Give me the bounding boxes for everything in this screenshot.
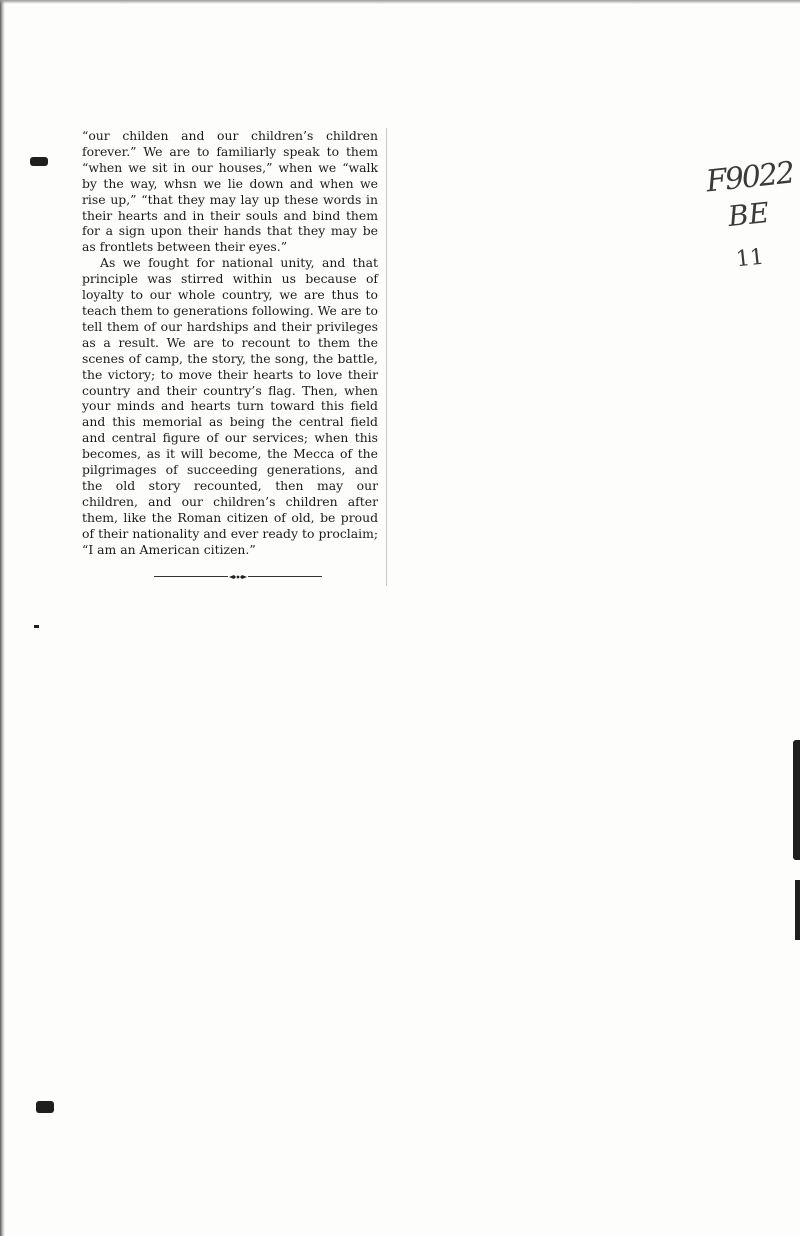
handwritten-code: BE: [726, 195, 771, 234]
rule-ornament-icon: [228, 573, 248, 581]
closing-quote: “I am an American citizen.”: [82, 541, 256, 557]
page-edge-shadow: [0, 0, 5, 1236]
paragraph-2: [82, 255, 378, 557]
article-column: [82, 128, 378, 557]
binding-shadow: [793, 740, 800, 860]
newspaper-clipping: [82, 128, 387, 586]
scan-speck: [30, 157, 48, 166]
paragraph-1: “our childen and our children’s children forever.” We are to familiarly speak to them “when we sit in our houses,” when we “walk by the way, whsn we lie down and when we rise up,” “that they may lay up these words in their hearts and in their souls and bind them for a sign upon their hands that they may be as frontlets between their eyes.”: [82, 128, 378, 255]
binding-shadow: [795, 880, 800, 940]
paragraph-2-text: As we fought for national unity, and that principle was stirred within us because of loyalty to our whole country, we are thus to teach them to generations following. We are to tell them of our hardships and their privileges as a result. We are to recount to them the scenes of camp, the story, the song, the battle, the victory; to move their hearts to love their country and their country’s flag. Then, when your minds and hearts turn toward this field and this memorial as being the central field and central figure of our services; when this becomes, as it will become, the Mecca of the pilgrimages of succeeding generations, and the old story recounted, then may our children, and our children’s children after them, like the Roman citizen of old, be proud of their nationality and ever ready to proclaim;: [82, 255, 378, 541]
scan-speck: [36, 1101, 54, 1113]
handwritten-catalog-number: F9022: [704, 155, 795, 200]
page-top-shadow: [0, 0, 800, 4]
handwritten-page-number: 11: [734, 244, 766, 273]
scan-speck: [34, 625, 39, 628]
ornamental-rule: [154, 573, 322, 581]
